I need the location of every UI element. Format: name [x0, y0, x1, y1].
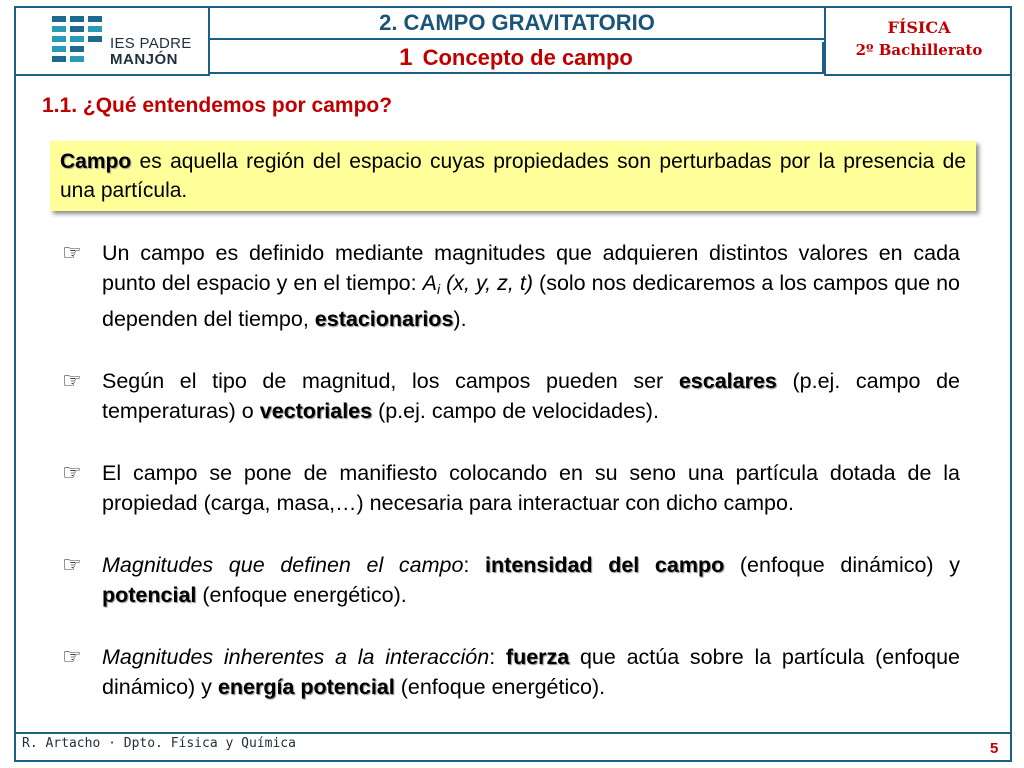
pointing-hand-icon: ☞ — [62, 644, 82, 669]
pointing-hand-icon: ☞ — [62, 552, 82, 577]
school-logo-text — [110, 36, 192, 68]
bullet-item — [62, 458, 960, 518]
school-logo-icon — [52, 16, 104, 68]
bullet-text: Según el tipo de magnitud, los campos pueden ser — [102, 369, 679, 393]
bullet-text: (enfoque dinámico) y — [724, 553, 960, 577]
bullet-text: (p.ej. campo de velocidades). — [372, 399, 659, 423]
bullet-keyword: escalares — [678, 369, 777, 393]
footer-author: R. Artacho · Dpto. Física y Química — [22, 736, 296, 751]
bullet-text: : — [489, 645, 506, 669]
unit-title: 2. CAMPO GRAVITATORIO — [210, 6, 824, 40]
bullet-text: Un campo es definido mediante magnitudes que adquieren distintos valores en cada punto del espacio y en el tiempo: — [102, 241, 960, 295]
title-box — [210, 6, 824, 76]
section-heading: 1.1. ¿Qué entendemos por campo? — [42, 94, 393, 117]
logo-line-1: IES PADRE — [110, 35, 192, 52]
page-number: 5 — [990, 740, 999, 757]
bullet-text: (enfoque energético). — [394, 675, 606, 699]
subject-name: FÍSICA — [887, 18, 951, 37]
bullet-keyword: estacionarios — [314, 307, 454, 331]
bullet-italic-text: Magnitudes inherentes a la interacción — [102, 645, 490, 669]
bullet-text: (solo nos dedicaremos a los campos que no dependen del tiempo, — [102, 271, 960, 331]
logo-line-2: MANJÓN — [110, 51, 179, 68]
bullet-keyword: energía potencial — [217, 675, 395, 699]
bullet-keyword: potencial — [102, 583, 197, 607]
pointing-hand-icon: ☞ — [62, 240, 82, 265]
bullet-text: (enfoque energético). — [196, 583, 407, 607]
bullet-text: El campo se pone de manifiesto colocando en su seno una partícula dotada de la propiedad (carga, masa,…) necesaria para interactuar con dicho campo. — [102, 461, 960, 515]
lesson-number: 1 — [399, 44, 413, 71]
definition-term: Campo — [60, 150, 132, 173]
subject-box — [824, 6, 1012, 76]
bullet-text: que actúa sobre la partícula (enfoque dinámico) y — [102, 645, 960, 699]
bullet-keyword: intensidad del campo — [485, 553, 725, 577]
bullet-subscript: i — [436, 281, 441, 297]
footer-divider — [14, 732, 1012, 734]
bullet-var: A — [422, 271, 437, 295]
bullet-list — [62, 238, 960, 734]
bullet-item — [62, 550, 960, 610]
bullet-args: (x, y, z, t) — [440, 271, 534, 295]
bullet-item — [62, 366, 960, 426]
bullet-keyword: vectoriales — [259, 399, 373, 423]
lesson-title — [210, 42, 824, 74]
school-logo — [14, 6, 210, 76]
lesson-name: Concepto de campo — [422, 45, 633, 70]
definition-box — [50, 141, 976, 211]
course-level: 2º Bachillerato — [855, 41, 983, 59]
bullet-text: (p.ej. campo de temperaturas) o — [102, 369, 960, 423]
bullet-item — [62, 642, 960, 702]
bullet-text: ). — [453, 307, 467, 331]
bullet-italic-text: Magnitudes que definen el campo — [102, 553, 464, 577]
definition-text: es aquella región del espacio cuyas propiedades son perturbadas por la presencia de una partícula. — [60, 150, 966, 202]
bullet-keyword: fuerza — [505, 645, 570, 669]
pointing-hand-icon: ☞ — [62, 460, 82, 485]
bullet-item — [62, 238, 960, 334]
bullet-text: : — [463, 553, 486, 577]
pointing-hand-icon: ☞ — [62, 368, 82, 393]
slide-header — [14, 6, 1012, 76]
